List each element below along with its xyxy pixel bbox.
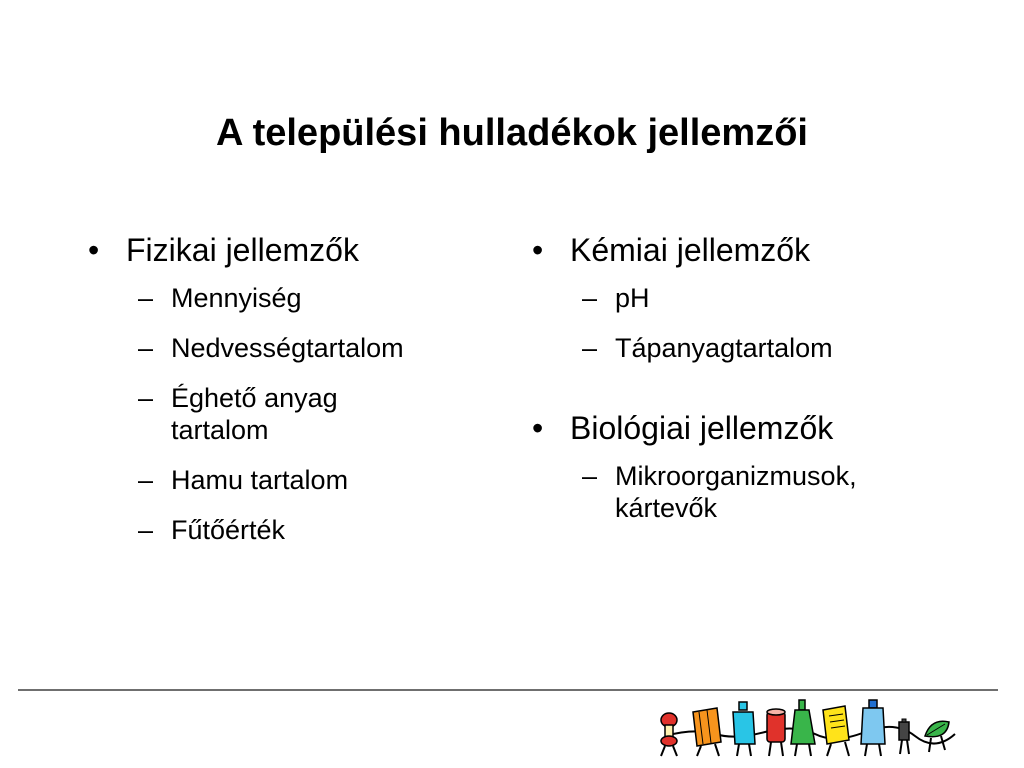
bullet-heading	[88, 230, 488, 270]
bullet-marker: •	[88, 232, 100, 268]
sub-item	[88, 464, 488, 496]
sub-list	[532, 282, 952, 364]
dash-marker: –	[138, 333, 154, 363]
sub-item	[88, 382, 401, 446]
blue-bottle-mascot	[861, 700, 885, 756]
left-column	[88, 230, 488, 564]
bullet-block-physical	[88, 230, 488, 546]
glass-bottle-mascot	[791, 700, 815, 756]
bullet-heading	[532, 408, 952, 448]
sub-item-text: Fűtőérték	[171, 515, 286, 545]
sub-item	[88, 332, 488, 364]
bullet-heading-text: Kémiai jellemzők	[570, 232, 811, 268]
sub-item	[532, 282, 952, 314]
sub-item-text: Hamu tartalom	[171, 465, 349, 495]
sub-item-text: Mikroorganizmusok, kártevők	[615, 461, 857, 523]
slide-title: A települési hulladékok jellemzői	[216, 112, 808, 154]
right-column	[532, 230, 952, 542]
newspaper-mascot	[823, 706, 849, 756]
bullet-heading-text: Fizikai jellemzők	[126, 232, 359, 268]
sub-item	[532, 460, 945, 524]
bullet-block-biological	[532, 408, 952, 524]
footer-divider	[18, 689, 998, 691]
sub-list	[88, 282, 488, 546]
sub-item	[532, 332, 952, 364]
bullet-heading	[532, 230, 952, 270]
sub-item-text: Nedvességtartalom	[171, 333, 404, 363]
sub-list	[532, 460, 952, 524]
recycling-mascots-icon	[655, 698, 965, 760]
plastic-bottle-mascot	[733, 702, 755, 756]
bullet-marker: •	[532, 410, 544, 446]
dash-marker: –	[582, 283, 598, 313]
dash-marker: –	[138, 465, 154, 495]
paper-bag-mascot	[693, 708, 721, 756]
dash-marker: –	[582, 461, 598, 491]
sub-item-text: Éghető anyag tartalom	[171, 383, 338, 445]
can-mascot	[767, 709, 785, 756]
sub-item	[88, 514, 488, 546]
battery-mascot	[899, 719, 909, 754]
dash-marker: –	[138, 383, 154, 413]
dash-marker: –	[138, 515, 154, 545]
dash-marker: –	[582, 333, 598, 363]
bullet-block-chemical	[532, 230, 952, 364]
sub-item-text: pH	[615, 283, 650, 313]
leaf-mascot	[925, 721, 949, 752]
bullet-heading-text: Biológiai jellemzők	[570, 410, 834, 446]
sub-item-text: Mennyiség	[171, 283, 302, 313]
sub-item	[88, 282, 488, 314]
sub-item-text: Tápanyagtartalom	[615, 333, 833, 363]
dash-marker: –	[138, 283, 154, 313]
bullet-marker: •	[532, 232, 544, 268]
